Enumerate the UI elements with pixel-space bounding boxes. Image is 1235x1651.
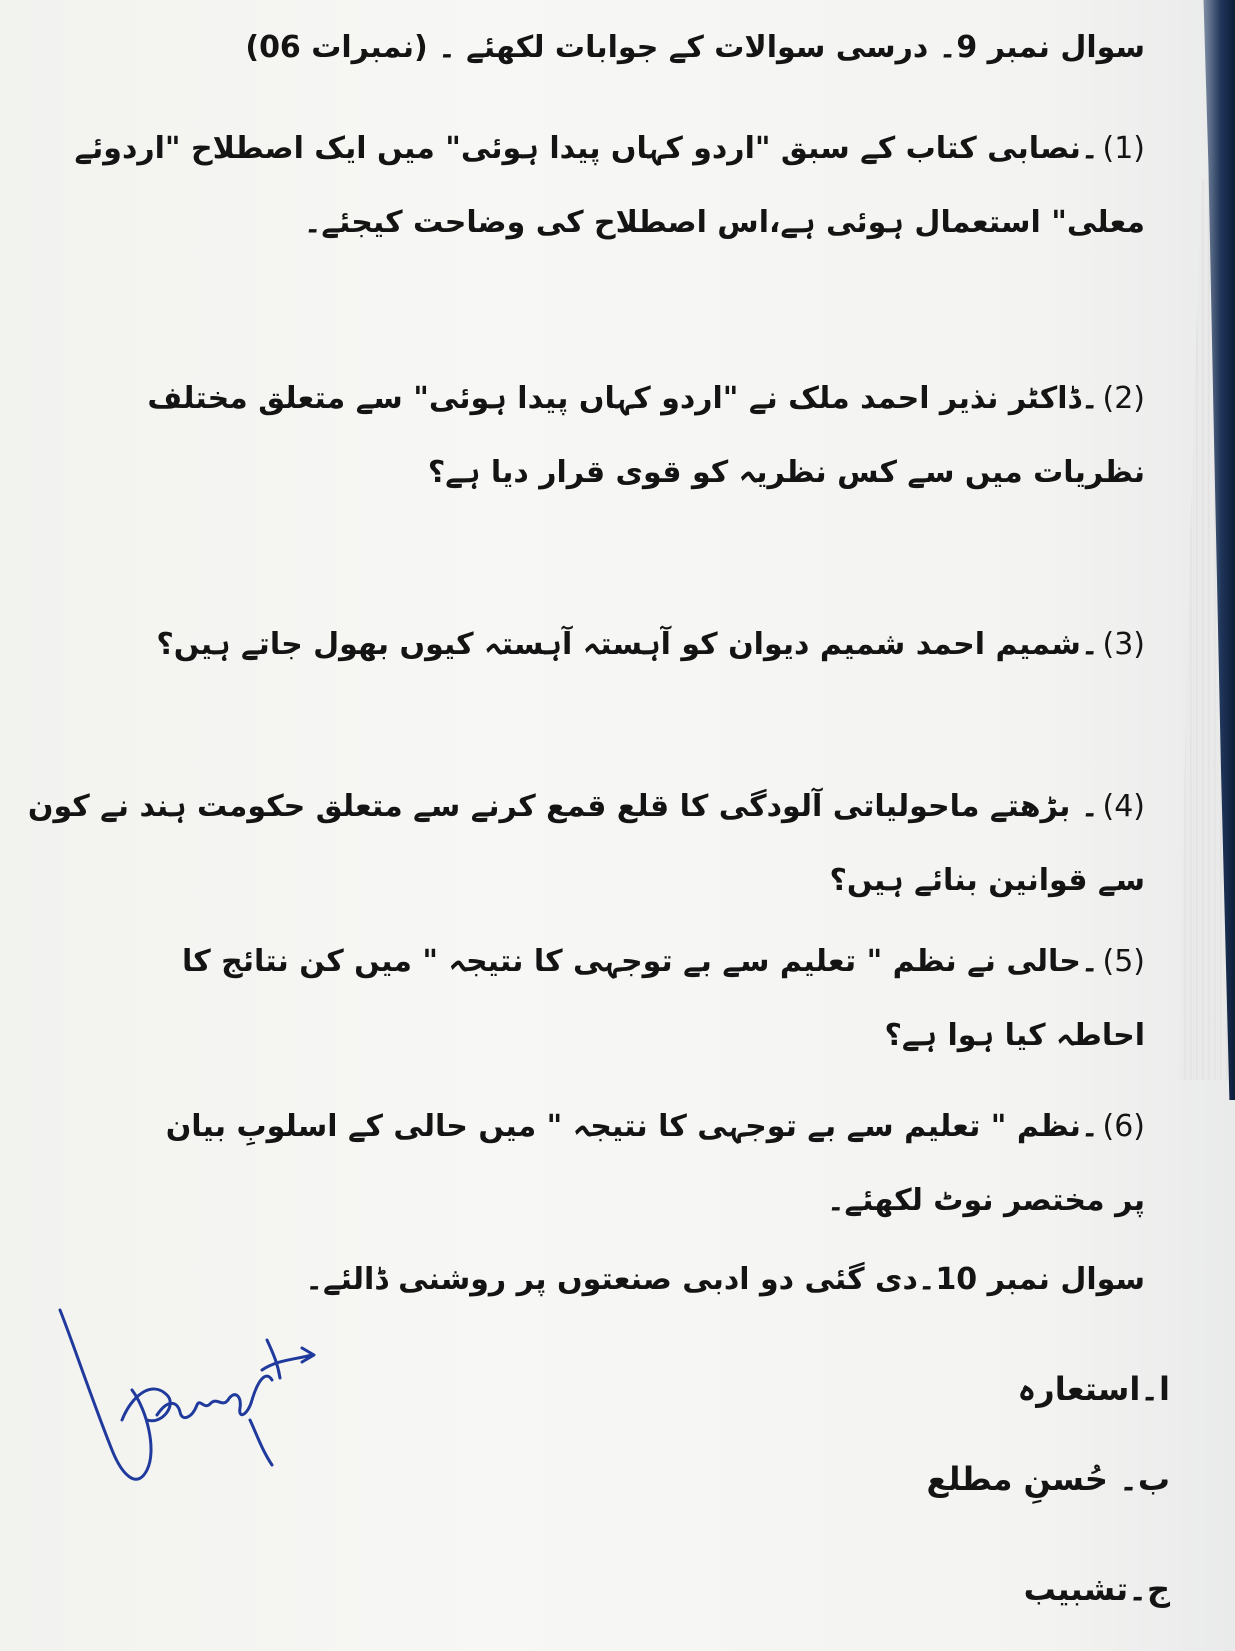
- item-number: (2): [1102, 381, 1145, 416]
- handwritten-signature: [52, 1300, 322, 1500]
- question-9-item-3: [145, 608, 1145, 682]
- item-number: (5): [1102, 944, 1145, 979]
- item-number: (3): [1102, 627, 1145, 662]
- item-text: ۔نصابی کتاب کے سبق "اردو کہاں پیدا ہوئی" میں ایک اصطلاح "اردوئے معلی" استعمال ہوئی ہے،اس اصطلاح کی وضاحت کیجئے۔: [74, 131, 1145, 240]
- item-number: (1): [1102, 131, 1145, 166]
- question-9-heading: سوال نمبر 9۔ درسی سوالات کے جوابات لکھئے ۔ (نمبرات 06): [245, 30, 1145, 65]
- item-text: ۔شمیم احمد شمیم دیوان کو آہستہ آہستہ کیوں بھول جاتے ہیں؟: [156, 627, 1099, 662]
- question-10-heading: سوال نمبر 10۔دی گئی دو ادبی صنعتوں پر روشنی ڈالئے۔: [305, 1262, 1145, 1297]
- item-text: ۔حالی نے نظم " تعلیم سے بے توجہی کا نتیجہ " میں کن نتائج کا احاطہ کیا ہوا ہے؟: [181, 944, 1145, 1053]
- item-number: (4): [1102, 789, 1145, 824]
- question-9-item-5: [145, 925, 1145, 1073]
- question-10-option-c: ج۔تشبیب: [1023, 1570, 1170, 1608]
- question-9-item-1: [45, 112, 1145, 260]
- question-10-option-b: ب۔ حُسنِ مطلع: [926, 1460, 1170, 1498]
- question-9-item-4: [25, 770, 1145, 918]
- item-text: ۔نظم " تعلیم سے بے توجہی کا نتیجہ " میں حالی کے اسلوبِ بیان پر مختصر نوٹ لکھئے۔: [165, 1109, 1145, 1218]
- item-text: ۔ڈاکٹر نذیر احمد ملک نے "اردو کہاں پیدا ہوئی" سے متعلق مختلف نظریات میں سے کس نظریہ کو قوی قرار دیا ہے؟: [147, 381, 1145, 490]
- question-10-option-a: ا۔استعارہ: [1017, 1370, 1170, 1408]
- question-9-item-6: [145, 1090, 1145, 1238]
- item-text: ۔ بڑھتے ماحولیاتی آلودگی کا قلع قمع کرنے سے متعلق حکومت ہند نے کون سے قوانین بنائے ہیں؟: [27, 789, 1145, 898]
- question-9-item-2: [45, 362, 1145, 510]
- item-number: (6): [1102, 1109, 1145, 1144]
